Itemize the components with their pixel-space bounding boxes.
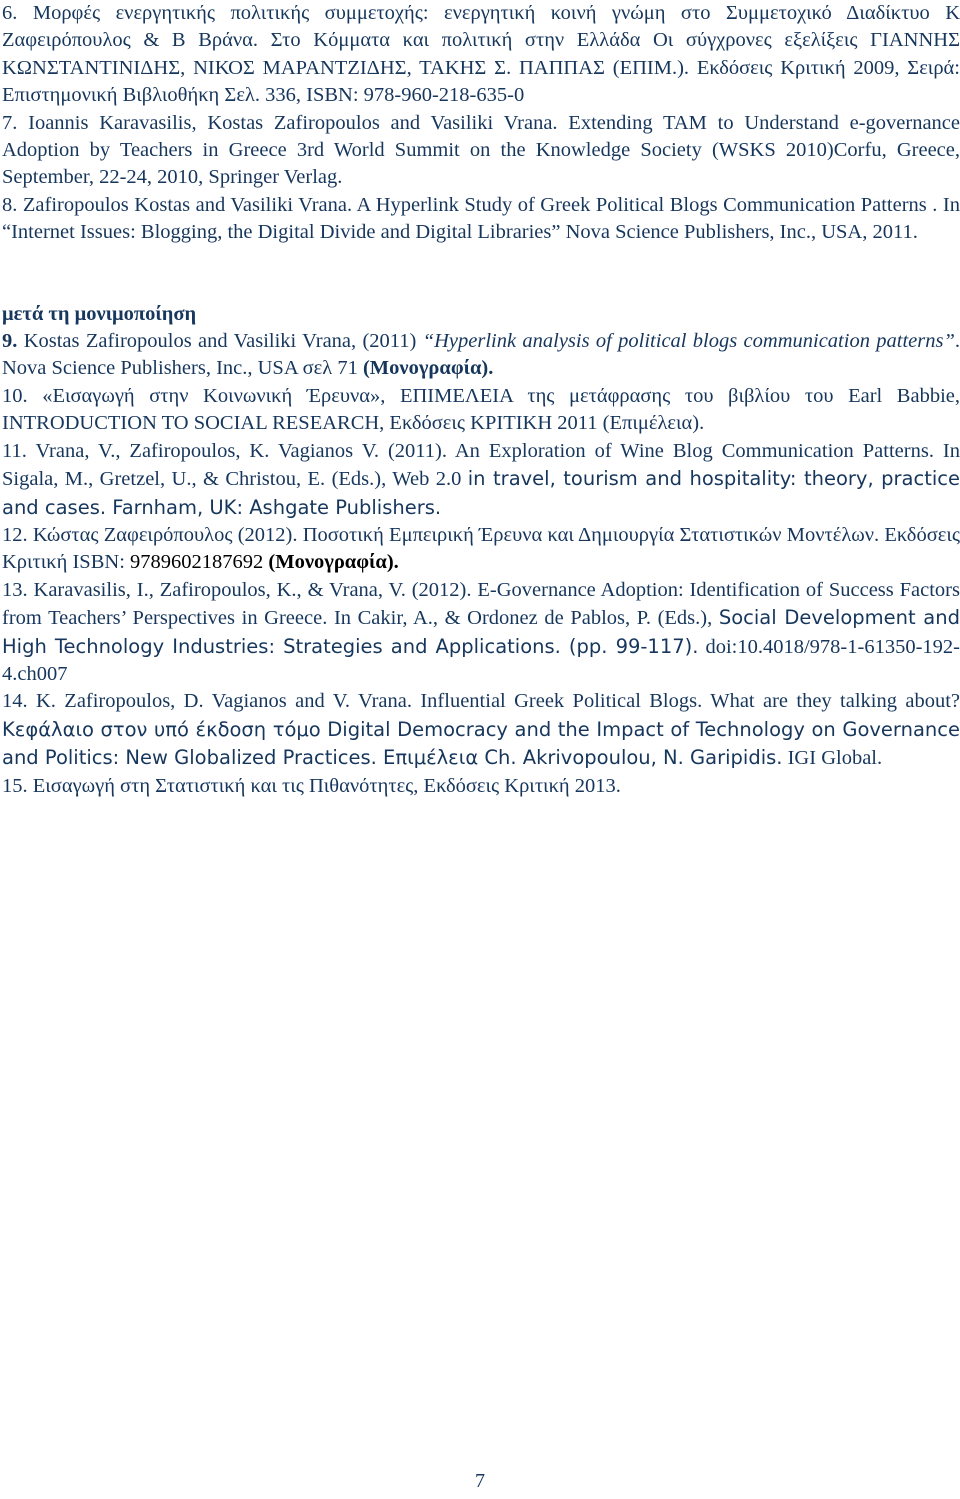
reference-10: 10. «Εισαγωγή στην Κοινωνική Έρευνα», ΕΠΙΜΕΛΕΙΑ της μετάφρασης του βιβλίου του Earl Babbie, INTRODUCTION TO SOCIAL RESEARCH, Εκδόσεις ΚΡΙΤΙΚΗ 2011 (Επιμέλεια). — [2, 384, 960, 435]
reference-12-main: 12. Κώστας Ζαφειρόπουλος (2012). Ποσοτική Εμπειρική Έρευνα και Δημιουργία Στατιστικών Μοντέλων. Εκδόσεις Κριτική — [2, 523, 960, 574]
reference-12-isbn: 9789602187692 — [124, 551, 269, 574]
reference-13-book-title: Social Development and High Technology Industries: Strategies and Applications. (pp. 99-117). — [2, 606, 960, 658]
reference-14-publisher: IGI Global. — [782, 747, 883, 770]
reference-9-publisher: . Nova Science Publishers, Inc., USA σελ 71 — [2, 330, 960, 380]
reference-14-main: 14. K. Zafiropoulos, D. Vagianos and V. Vrana. Influential Greek Political Blogs. What are they talking about? — [2, 690, 960, 713]
reference-9-number: 9. — [2, 330, 18, 353]
section-heading: μετά τη μονιμοποίηση — [2, 302, 197, 325]
reference-13 — [2, 577, 960, 689]
reference-11 — [2, 438, 960, 522]
reference-15: 15. Εισαγωγή στη Στατιστική και τις Πιθανότητες, Εκδόσεις Κριτική 2013. — [2, 774, 621, 797]
reference-11-main: 11. Vrana, V., Zafiropoulos, K. Vagianos V. (2011). An Exploration of Wine Blog Communication Patterns. In Sigala, M., Gretzel, U., & Christou, E. (Eds.), Web 2.0 — [2, 439, 960, 491]
reference-12-tag: (Μονογραφία). — [268, 551, 399, 574]
reference-13-main: 13. Karavasilis, I., Zafiropoulos, K., & Vrana, V. (2012). E-Governance Adoption: Identification of Success Factors from Teachers’ Perspectives in Greece. In Cakir, A., & Ordonez de Pablos, P. (Eds.), — [2, 578, 960, 630]
reference-14 — [2, 688, 960, 772]
reference-12 — [2, 522, 960, 577]
reference-13-doi: doi:10.4018/978-1-61350-192-4.ch007 — [2, 635, 960, 685]
reference-9-title: “Hyperlink analysis of political blogs communication patterns” — [422, 330, 955, 353]
reference-6: 6. Μορφές ενεργητικής πολιτικής συμμετοχής: ενεργητική κοινή γνώμη στο Συμμετοχικό Διαδίκτυο Κ Ζαφειρόπουλος & Β Βράνα. Στο Κόμματα και πολιτική στην Ελλάδα Οι σύγχρονες εξελίξεις ΓΙΑΝΝΗΣ ΚΩΝΣΤΑΝΤΙΝΙΔΗΣ, ΝΙΚΟΣ ΜΑΡΑΝΤΖΙΔΗΣ, ΤΑΚΗΣ Σ. ΠΑΠΠΑΣ (ΕΠΙΜ.). Εκδόσεις Κριτική 2009, Σειρά: Επιστημονική Βιβλιοθήκη Σελ. 336, ISBN: 978-960-218-635-0 — [2, 2, 960, 107]
reference-7: 7. Ioannis Karavasilis, Kostas Zafiropoulos and Vasiliki Vrana. Extending TAM to Understand e-governance Adoption by Teachers in Greece 3rd World Summit on the Knowledge Society (WSKS 2010)Corfu, Greece, September, 22-24, 2010, Springer Verlag. — [2, 111, 960, 189]
reference-12-isbn-label: ISBN: — [72, 551, 125, 574]
reference-11-book-title: in travel, tourism and hospitality: theory, practice and cases. Farnham, UK: Ashgate Publishers. — [2, 467, 960, 519]
reference-14-chapter-info: Κεφάλαιο στον υπό έκδοση τόμο Digital Democracy and the Impact of Technology on Governance and Politics: New Globalized Practices. Επιμέλεια Ch. Akrivopoulou, N. Garipidis. — [2, 717, 960, 770]
reference-9 — [2, 328, 960, 383]
reference-9-tag: (Μονογραφία). — [362, 357, 494, 380]
reference-9-authors: Kostas Zafiropoulos and Vasiliki Vrana, (2011) — [17, 330, 423, 353]
page-number: 7 — [475, 1470, 485, 1492]
reference-8: 8. Zafiropoulos Kostas and Vasiliki Vrana. A Hyperlink Study of Greek Political Blogs Communication Patterns . In “Internet Issues: Blogging, the Digital Divide and Digital Libraries” Nova Science Publishers, Inc., USA, 2011. — [2, 193, 960, 244]
